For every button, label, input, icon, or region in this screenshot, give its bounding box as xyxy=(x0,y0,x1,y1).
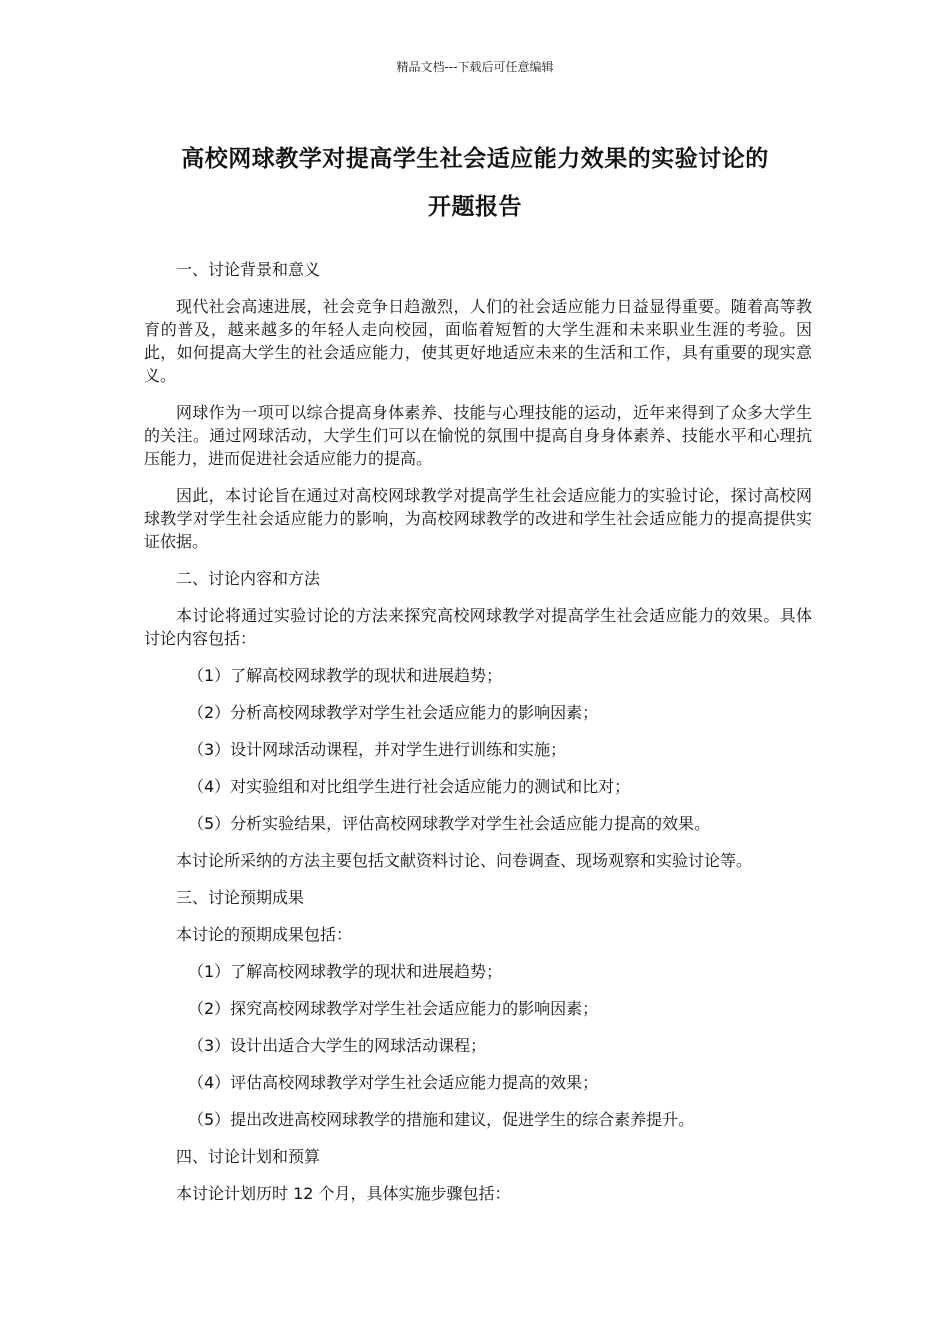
list-item: （4）对实验组和对比组学生进行社会适应能力的测试和比对； xyxy=(188,777,631,796)
paragraph: 因此，本讨论旨在通过对高校网球教学对提高学生社会适应能力的实验讨论，探讨高校网球教学对学生社会适应能力的影响，为高校网球教学的改进和学生社会适应能力的提高提供实证依据。 xyxy=(144,486,812,551)
document-body xyxy=(144,258,812,1219)
section-heading: 四、讨论计划和预算 xyxy=(176,1147,321,1166)
section-heading: 二、讨论内容和方法 xyxy=(176,569,321,588)
document-title-line-2: 开题报告 xyxy=(428,194,522,220)
list-item: （5）分析实验结果，评估高校网球教学对学生社会适应能力提高的效果。 xyxy=(188,814,711,833)
list-item: （4）评估高校网球教学对学生社会适应能力提高的效果； xyxy=(188,1073,599,1092)
list-item: （3）设计出适合大学生的网球活动课程； xyxy=(188,1036,487,1055)
header-note: 精品文档---下载后可任意编辑 xyxy=(396,60,554,74)
paragraph: 本讨论将通过实验讨论的方法来探究高校网球教学对提高学生社会适应能力的效果。具体讨论内容包括： xyxy=(144,606,812,648)
list-item: （3）设计网球活动课程，并对学生进行训练和实施； xyxy=(188,740,567,759)
list-item: （2）分析高校网球教学对学生社会适应能力的影响因素； xyxy=(188,703,599,722)
list-item: （1）了解高校网球教学的现状和进展趋势； xyxy=(188,962,503,981)
paragraph: 本讨论的预期成果包括： xyxy=(176,925,353,944)
list-item: （5）提出改进高校网球教学的措施和建议，促进学生的综合素养提升。 xyxy=(188,1110,695,1129)
section-heading: 三、讨论预期成果 xyxy=(176,888,305,907)
list-item: （1）了解高校网球教学的现状和进展趋势； xyxy=(188,666,503,685)
list-item: （2）探究高校网球教学对学生社会适应能力的影响因素； xyxy=(188,999,599,1018)
paragraph: 本讨论所采纳的方法主要包括文献资料讨论、问卷调查、现场观察和实验讨论等。 xyxy=(176,851,753,870)
section-heading: 一、讨论背景和意义 xyxy=(176,260,321,279)
document-title-line-1: 高校网球教学对提高学生社会适应能力效果的实验讨论的 xyxy=(181,146,769,172)
paragraph: 网球作为一项可以综合提高身体素养、技能与心理技能的运动，近年来得到了众多大学生的关注。通过网球活动，大学生们可以在愉悦的氛围中提高自身身体素养、技能水平和心理抗压能力，进而促进社会适应能力的提高。 xyxy=(144,403,812,468)
paragraph: 本讨论计划历时 12 个月，具体实施步骤包括： xyxy=(176,1184,511,1203)
paragraph: 现代社会高速进展，社会竞争日趋激烈，人们的社会适应能力日益显得重要。随着高等教育的普及，越来越多的年轻人走向校园，面临着短暂的大学生涯和未来职业生涯的考验。因此，如何提高大学生的社会适应能力，使其更好地适应未来的生活和工作，具有重要的现实意义。 xyxy=(144,297,812,385)
